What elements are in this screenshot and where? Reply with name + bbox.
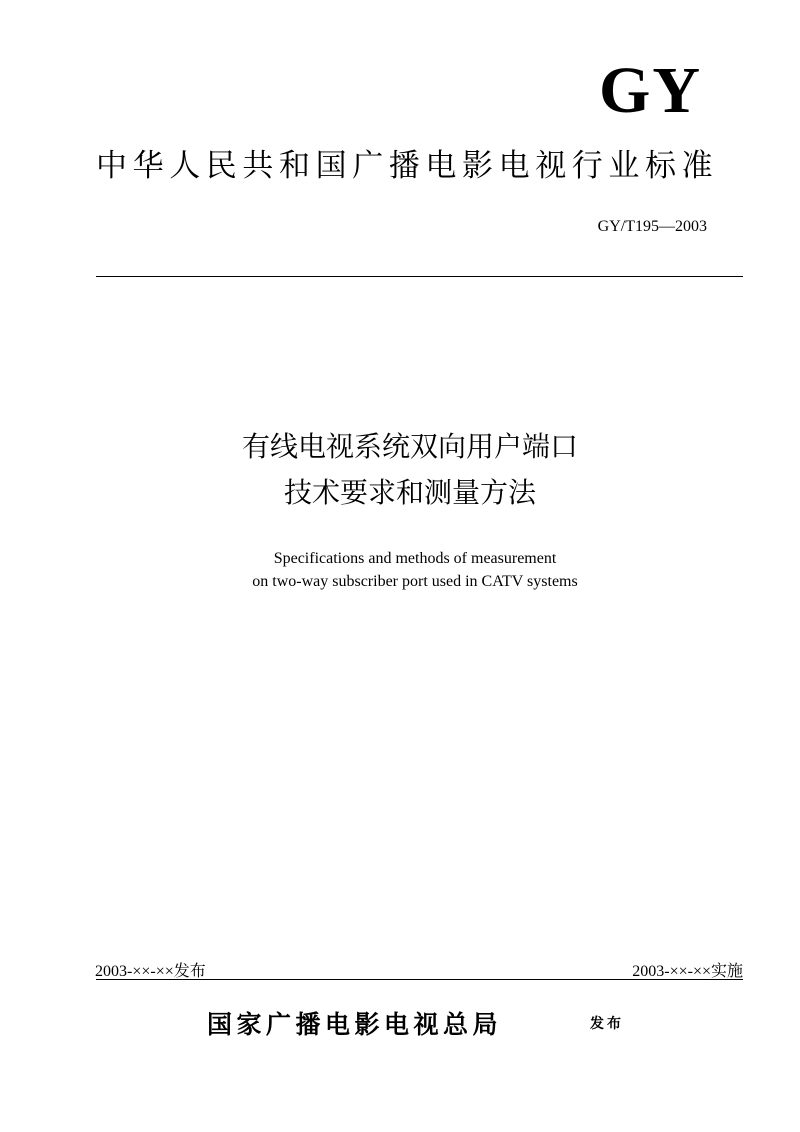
title-zh-line-1: 有线电视系统双向用户端口 (241, 430, 578, 463)
release-date: 2003-××-××发布 (95, 963, 206, 980)
gy-logo: GY (599, 54, 702, 127)
publisher-name: 国家广播电影电视总局 (207, 1010, 503, 1039)
publish-label: 发布 (590, 1016, 624, 1032)
effective-date: 2003-××-××实施 (632, 963, 743, 980)
title-zh-line-2: 技术要求和测量方法 (283, 476, 536, 509)
document-title-chinese (0, 424, 800, 516)
document-title-english (0, 547, 800, 593)
standard-number: GY/T195—2003 (597, 218, 707, 235)
footer-divider (96, 979, 743, 980)
title-en-line-2: on two-way subscriber port used in CATV systems (252, 573, 578, 590)
header-divider (96, 276, 743, 277)
title-en-line-1: Specifications and methods of measurement (273, 550, 557, 567)
standard-category-title: 中华人民共和国广播电影电视行业标准 (96, 148, 719, 184)
